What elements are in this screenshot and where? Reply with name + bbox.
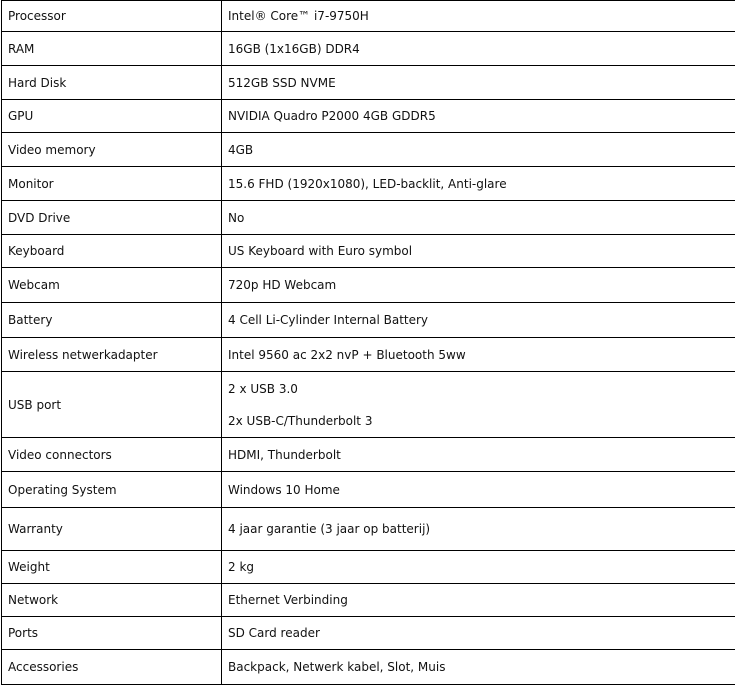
spec-label: Wireless netwerkadapter: [2, 338, 222, 372]
spec-label: Warranty: [2, 508, 222, 551]
spec-row-network: [2, 584, 735, 617]
spec-value: US Keyboard with Euro symbol: [222, 235, 735, 268]
spec-row-video-memory: [2, 133, 735, 167]
spec-row-usb-port: [2, 372, 735, 438]
spec-row-accessories: [2, 650, 735, 685]
spec-label: Network: [2, 584, 222, 617]
spec-row-video-connectors: [2, 438, 735, 472]
spec-label: USB port: [2, 372, 222, 438]
specifications-table: [1, 0, 735, 685]
spec-value: 15.6 FHD (1920x1080), LED-backlit, Anti-glare: [222, 167, 735, 201]
spec-label: Webcam: [2, 268, 222, 303]
spec-label: Accessories: [2, 650, 222, 685]
spec-value: SD Card reader: [222, 617, 735, 650]
spec-value: 4 Cell Li-Cylinder Internal Battery: [222, 303, 735, 338]
spec-label: DVD Drive: [2, 201, 222, 235]
spec-value: [222, 372, 735, 438]
spec-value: Intel 9560 ac 2x2 nvP + Bluetooth 5ww: [222, 338, 735, 372]
spec-row-ports: [2, 617, 735, 650]
spec-row-hard-disk: [2, 66, 735, 100]
spec-row-processor: [2, 1, 735, 32]
spec-row-gpu: [2, 100, 735, 133]
spec-value: Ethernet Verbinding: [222, 584, 735, 617]
spec-label: Keyboard: [2, 235, 222, 268]
spec-value: 16GB (1x16GB) DDR4: [222, 32, 735, 66]
spec-label: RAM: [2, 32, 222, 66]
spec-value: 4GB: [222, 133, 735, 167]
spec-value: 4 jaar garantie (3 jaar op batterij): [222, 508, 735, 551]
spec-label: Monitor: [2, 167, 222, 201]
spec-value: 2 kg: [222, 551, 735, 584]
spec-label: Ports: [2, 617, 222, 650]
spec-label: Battery: [2, 303, 222, 338]
spec-value-line: 2x USB-C/Thunderbolt 3: [228, 413, 373, 428]
spec-label: Weight: [2, 551, 222, 584]
spec-row-ram: [2, 32, 735, 66]
spec-row-webcam: [2, 268, 735, 303]
spec-value: Windows 10 Home: [222, 472, 735, 508]
spec-value-line: 2 x USB 3.0: [228, 381, 298, 396]
spec-label: Video memory: [2, 133, 222, 167]
spec-value: HDMI, Thunderbolt: [222, 438, 735, 472]
spec-row-battery: [2, 303, 735, 338]
spec-row-monitor: [2, 167, 735, 201]
spec-value: 720p HD Webcam: [222, 268, 735, 303]
spec-label: Hard Disk: [2, 66, 222, 100]
spec-row-keyboard: [2, 235, 735, 268]
spec-label: GPU: [2, 100, 222, 133]
spec-value: No: [222, 201, 735, 235]
spec-label: Video connectors: [2, 438, 222, 472]
spec-row-weight: [2, 551, 735, 584]
spec-row-operating-system: [2, 472, 735, 508]
spec-value: NVIDIA Quadro P2000 4GB GDDR5: [222, 100, 735, 133]
spec-value: Intel® Core™ i7-9750H: [222, 1, 735, 32]
spec-label: Processor: [2, 1, 222, 32]
spec-label: Operating System: [2, 472, 222, 508]
spec-value: Backpack, Netwerk kabel, Slot, Muis: [222, 650, 735, 685]
spec-value: 512GB SSD NVME: [222, 66, 735, 100]
spec-row-wireless-adapter: [2, 338, 735, 372]
spec-row-warranty: [2, 508, 735, 551]
spec-row-dvd-drive: [2, 201, 735, 235]
